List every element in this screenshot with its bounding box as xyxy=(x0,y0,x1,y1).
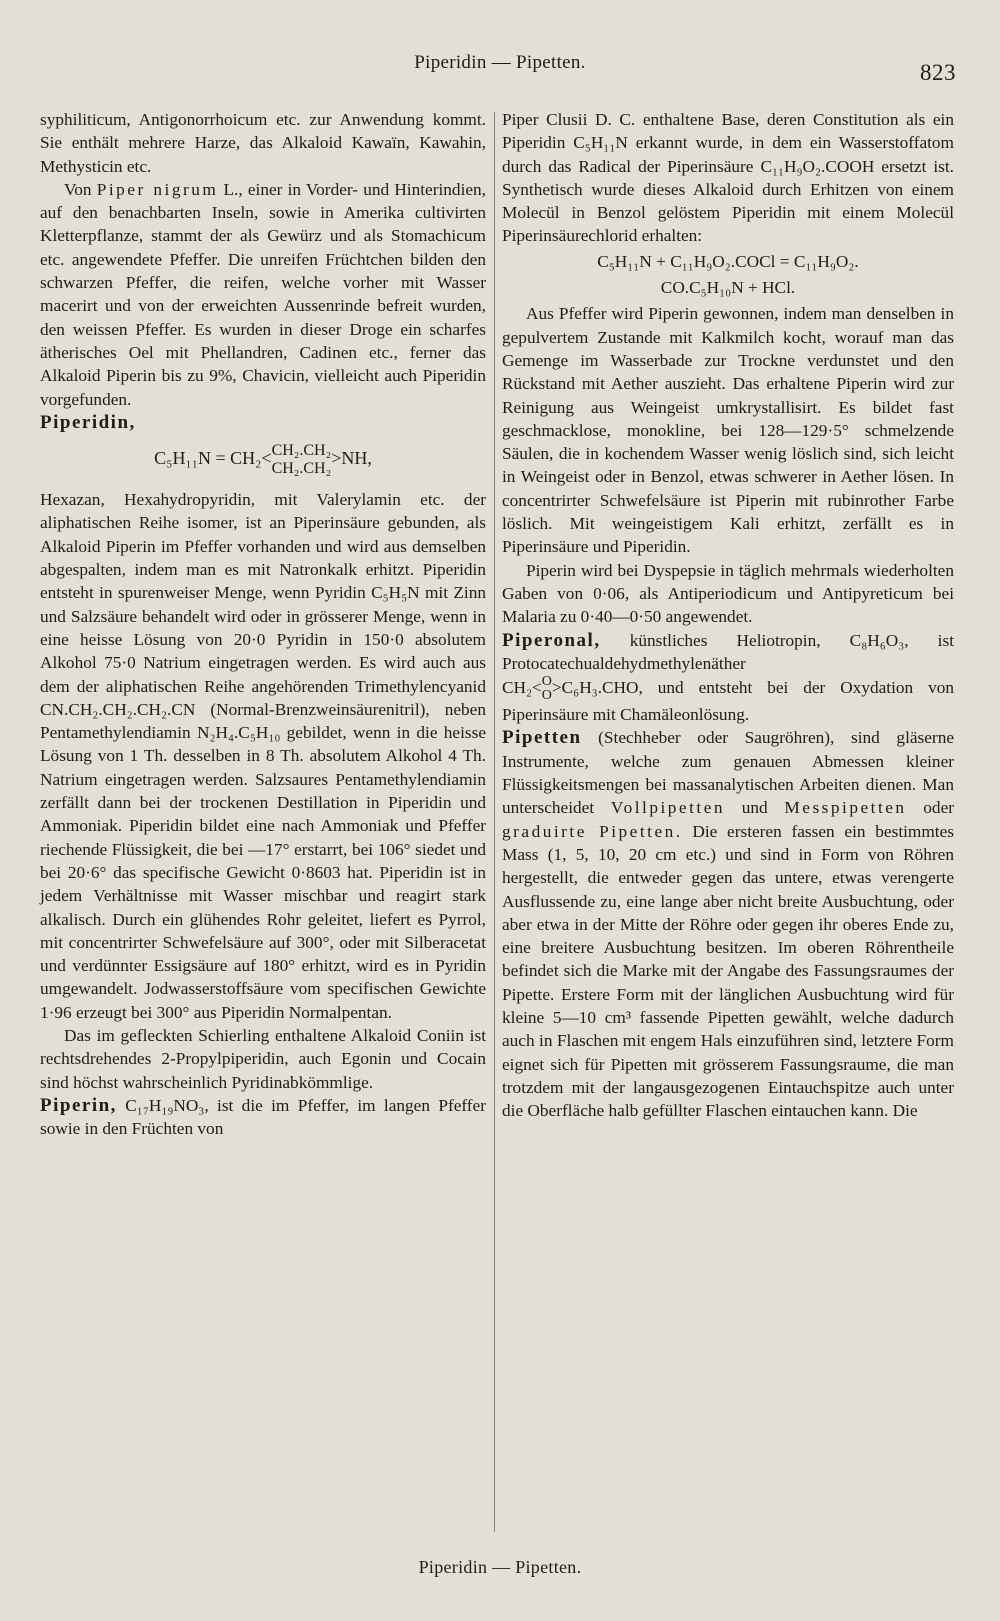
entry-heading-piperidin: Piperidin, xyxy=(40,411,136,433)
entry-heading-piperin: Piperin, xyxy=(40,1094,117,1116)
entry-heading-pipetten: Pipetten xyxy=(502,727,582,749)
right-column xyxy=(502,108,954,1122)
paragraph: CH₂<O O>C₆H₃.CHO, und entsteht bei der Oxydation von Piperinsäure mit Chamäleonlösung. xyxy=(502,674,954,725)
paragraph xyxy=(40,178,486,411)
spaced-term: Piper nigrum xyxy=(96,179,219,199)
text-run: und entsteht bei der Oxydation von Piperinsäure mit Chamäleonlösung. xyxy=(502,678,954,725)
paragraph xyxy=(40,1094,486,1141)
formula-top: O xyxy=(541,674,552,690)
equation-line: CO.C₅H₁₀N + HCl. xyxy=(660,278,796,298)
formula-top: CH₂.CH₂ xyxy=(271,442,332,460)
formula-part: C₆H₃.CHO, xyxy=(561,678,643,698)
text-run: künstliches Heliotropin, C₈H₆O₃, ist Protocatechualdehydmethylenäther xyxy=(502,630,954,673)
equation-line: C₅H₁₁N + C₁₁H₉O₂.COCl = C₁₁H₉O₂. xyxy=(597,251,859,271)
column-divider xyxy=(494,112,495,1532)
text-run: und xyxy=(725,798,785,818)
paragraph xyxy=(502,629,954,676)
structural-formula-piperidin: C₅H₁₁N = CH₂<CH₂.CH₂ CH₂.CH₂>NH, xyxy=(154,442,372,478)
paragraph: Aus Pfeffer wird Piperin gewonnen, indem man denselben in gepulvertem Zustande mit Kalkmilch kocht, worauf man das Gemenge im Wasserbade zur Trockne verdunstet und den Rückstand mit Aether auszieht. Das erhaltene Piperin wird zur Reinigung aus Weingeist umkrystallisirt. Es bildet fast geschmacklose, monokline, bei 128—129·5° schmelzende Säulen, die in kochendem Wasser wenig löslich sind, sich leicht in Weingeist oder in Benzol, etwas schwerer in Aether lösen. In concentrirter Schwefelsäure ist Piperin mit rubinrother Farbe löslich. Mit weingeistigem Kali erhitzt, zerfällt es in Piperinsäure und Piperidin. xyxy=(502,304,954,557)
paragraph: Piperin wird bei Dyspepsie in täglich mehrmals wiederholten Gaben von 0·06, als Antiperiodicum und Antipyreticum bei Malaria zu 0·40—0·50 angewendet. xyxy=(502,560,954,627)
entry-heading-piperonal: Piperonal, xyxy=(502,629,601,651)
page-number: 823 xyxy=(920,60,956,85)
spaced-term: Vollpipetten xyxy=(610,798,726,818)
running-title: Piperidin — Pipetten. xyxy=(414,52,586,73)
paragraph: Das im gefleckten Schierling enthaltene Alkaloid Coniin ist rechtsdrehendes 2-Propylpiperidin, auch Egonin und Cocain sind höchst wahrscheinlich Pyridinabkömmlige. xyxy=(40,1025,486,1092)
text-run: oder xyxy=(906,798,954,818)
formula-branch xyxy=(542,675,552,703)
paragraph: Piper Clusii D. C. enthaltene Base, deren Constitution als ein Piperidin C₅H₁₁N erkannt wurde, in dem ein Wasserstoffatom durch das Radical der Piperinsäure C₁₁H₉O₂.COOH ersetzt ist. Synthetisch wurde dieses Alkaloid durch Erhitzen von einem Molecül in Benzol gelöstem Piperidin mit einem Molecül Piperinsäurechlorid erhalten: xyxy=(502,110,954,246)
text-run: (Stechheber oder Saugröhren), sind gläserne Instrumente, welche zum genauen Abmessen kleiner Flüssigkeitsmengen bei massanalytischen Arbeiten dienen. Man unterscheidet xyxy=(502,728,954,818)
formula-bottom: CH₂.CH₂ xyxy=(271,460,332,478)
formula-part: C₅H₁₁N = CH₂ xyxy=(154,448,262,469)
spaced-term: graduirte Pipetten. xyxy=(502,821,683,841)
spaced-term: Messpipetten xyxy=(784,798,907,818)
paragraph: syphiliticum, Antigonorrhoicum etc. zur Anwendung kommt. Sie enthält mehrere Harze, das Alkaloid Kawaïn, Kawahin, Methysticin etc. xyxy=(40,110,486,176)
text-run: C₁₇H₁₉NO₃, ist die im Pfeffer, im langen Pfeffer sowie in den Früchten von xyxy=(40,1095,486,1139)
formula-part: CH₂ xyxy=(502,678,533,698)
text-run: Die ersteren fassen ein bestimmtes Mass (1, 5, 10, 20 cm etc.) und sind in Form von Röhren hergestellt, die entweder gegen das untere, etwas verengerte Ausflussende zu, eine lange aber nicht breite Ausbuchtung, oder aber etwa in der Mitte der Röhre oder gegen ihr oberes Ende zu, eine breitere Ausbuchtung besitzen. Im oberen Röhrentheile befindet sich die Marke mit der Angabe des Fassungsraumes der Pipette. Erstere Form mit der länglichen Ausbuchtung wird für kleine 5—10 cm³ fassende Pipetten gewählt, welche dadurch auch in Flaschen mit engem Hals einzuführen sind, letztere Form eignet sich für Pipetten mit grösserem Fassungsraume, die man trotzdem mit der langausgezogenen Eintauchspitze auch unter die Oberfläche halb gefüllter Flaschen eintauchen kann. Die xyxy=(502,821,955,1121)
text-run: Von xyxy=(64,179,97,199)
formula-part: NH, xyxy=(341,448,372,469)
formula-branch xyxy=(272,442,332,478)
left-column xyxy=(40,108,486,1140)
paragraph xyxy=(502,726,954,1122)
formula-bottom: O xyxy=(541,688,552,704)
entry-heading-line xyxy=(40,411,486,434)
text-run: L., einer in Vorder- und Hinterindien, auf den benachbarten Inseln, sowie in Amerika cultivirten Kletterpflanze, stammt der als Gewürz und als Stomachicum etc. angewendete Pfeffer. Die unreifen Früchtchen bilden den schwarzen Pfeffer, die reifen, welche vorher mit Wasser macerirt und von der erweichten Aussenrinde befreit wurden, den weissen Pfeffer. Es wurden in dieser Droge ein scharfes ätherisches Oel mit Phellandren, Cadinen etc., ferner das Alkaloid Piperin bis zu 9%, Chavicin, vielleicht auch Piperidin vorgefunden. xyxy=(40,179,486,409)
paragraph: Hexazan, Hexahydropyridin, mit Valerylamin etc. der aliphatischen Reihe isomer, ist an Piperinsäure gebunden, als Alkaloid Piperin im Pfeffer vorhanden und wird aus demselben abgespalten, indem man es mit Natronkalk erhitzt. Piperidin entsteht in spurenweiser Menge, wenn Pyridin C₅H₅N mit Zinn und Salzsäure behandelt wird oder in grösserer Menge, wenn in eine heisse Lösung von 20·0 Pyridin in 150·0 absolutem Alkohol 75·0 Natrium eingetragen werden. Es wird auch aus dem der aliphatischen Reihe angehörenden Trimethylencyanid CN.CH₂.CH₂.CH₂.CN (Normal-Brenzweinsäurenitril), neben Pentamethylendiamin N₂H₄.C₅H₁₀ gebildet, wenn in die heisse Lösung von 1 Th. desselben in 8 Th. absolutem Alkohol 4 Th. Natrium eingetragen werden. Salzsaures Pentamethylendiamin zerfällt dann bei der trockenen Destillation in Piperidin und Ammoniak. Piperidin bildet eine nach Ammoniak und Pfeffer riechende Flüssigkeit, die bei —17° erstarrt, bei 106° siedet und bei 20·6° das specifische Gewicht 0·8603 hat. Piperidin ist in jedem Verhältnisse mit Wasser mischbar und reagirt stark alkalisch. Durch ein glühendes Rohr geleitet, liefert es Pyrrol, mit concentrirter Schwefelsäure auf 300°, oder mit Silberacetat und verdünnter Essigsäure auf 180° erhitzt, wird es in Pyridin umgewandelt. Jodwasserstoffsäure vom specifischen Gewichte 1·96 erzeugt bei 300° aus Piperidin Normalpentan. xyxy=(40,490,486,1022)
footer-title: Piperidin — Pipetten. xyxy=(418,1557,582,1577)
